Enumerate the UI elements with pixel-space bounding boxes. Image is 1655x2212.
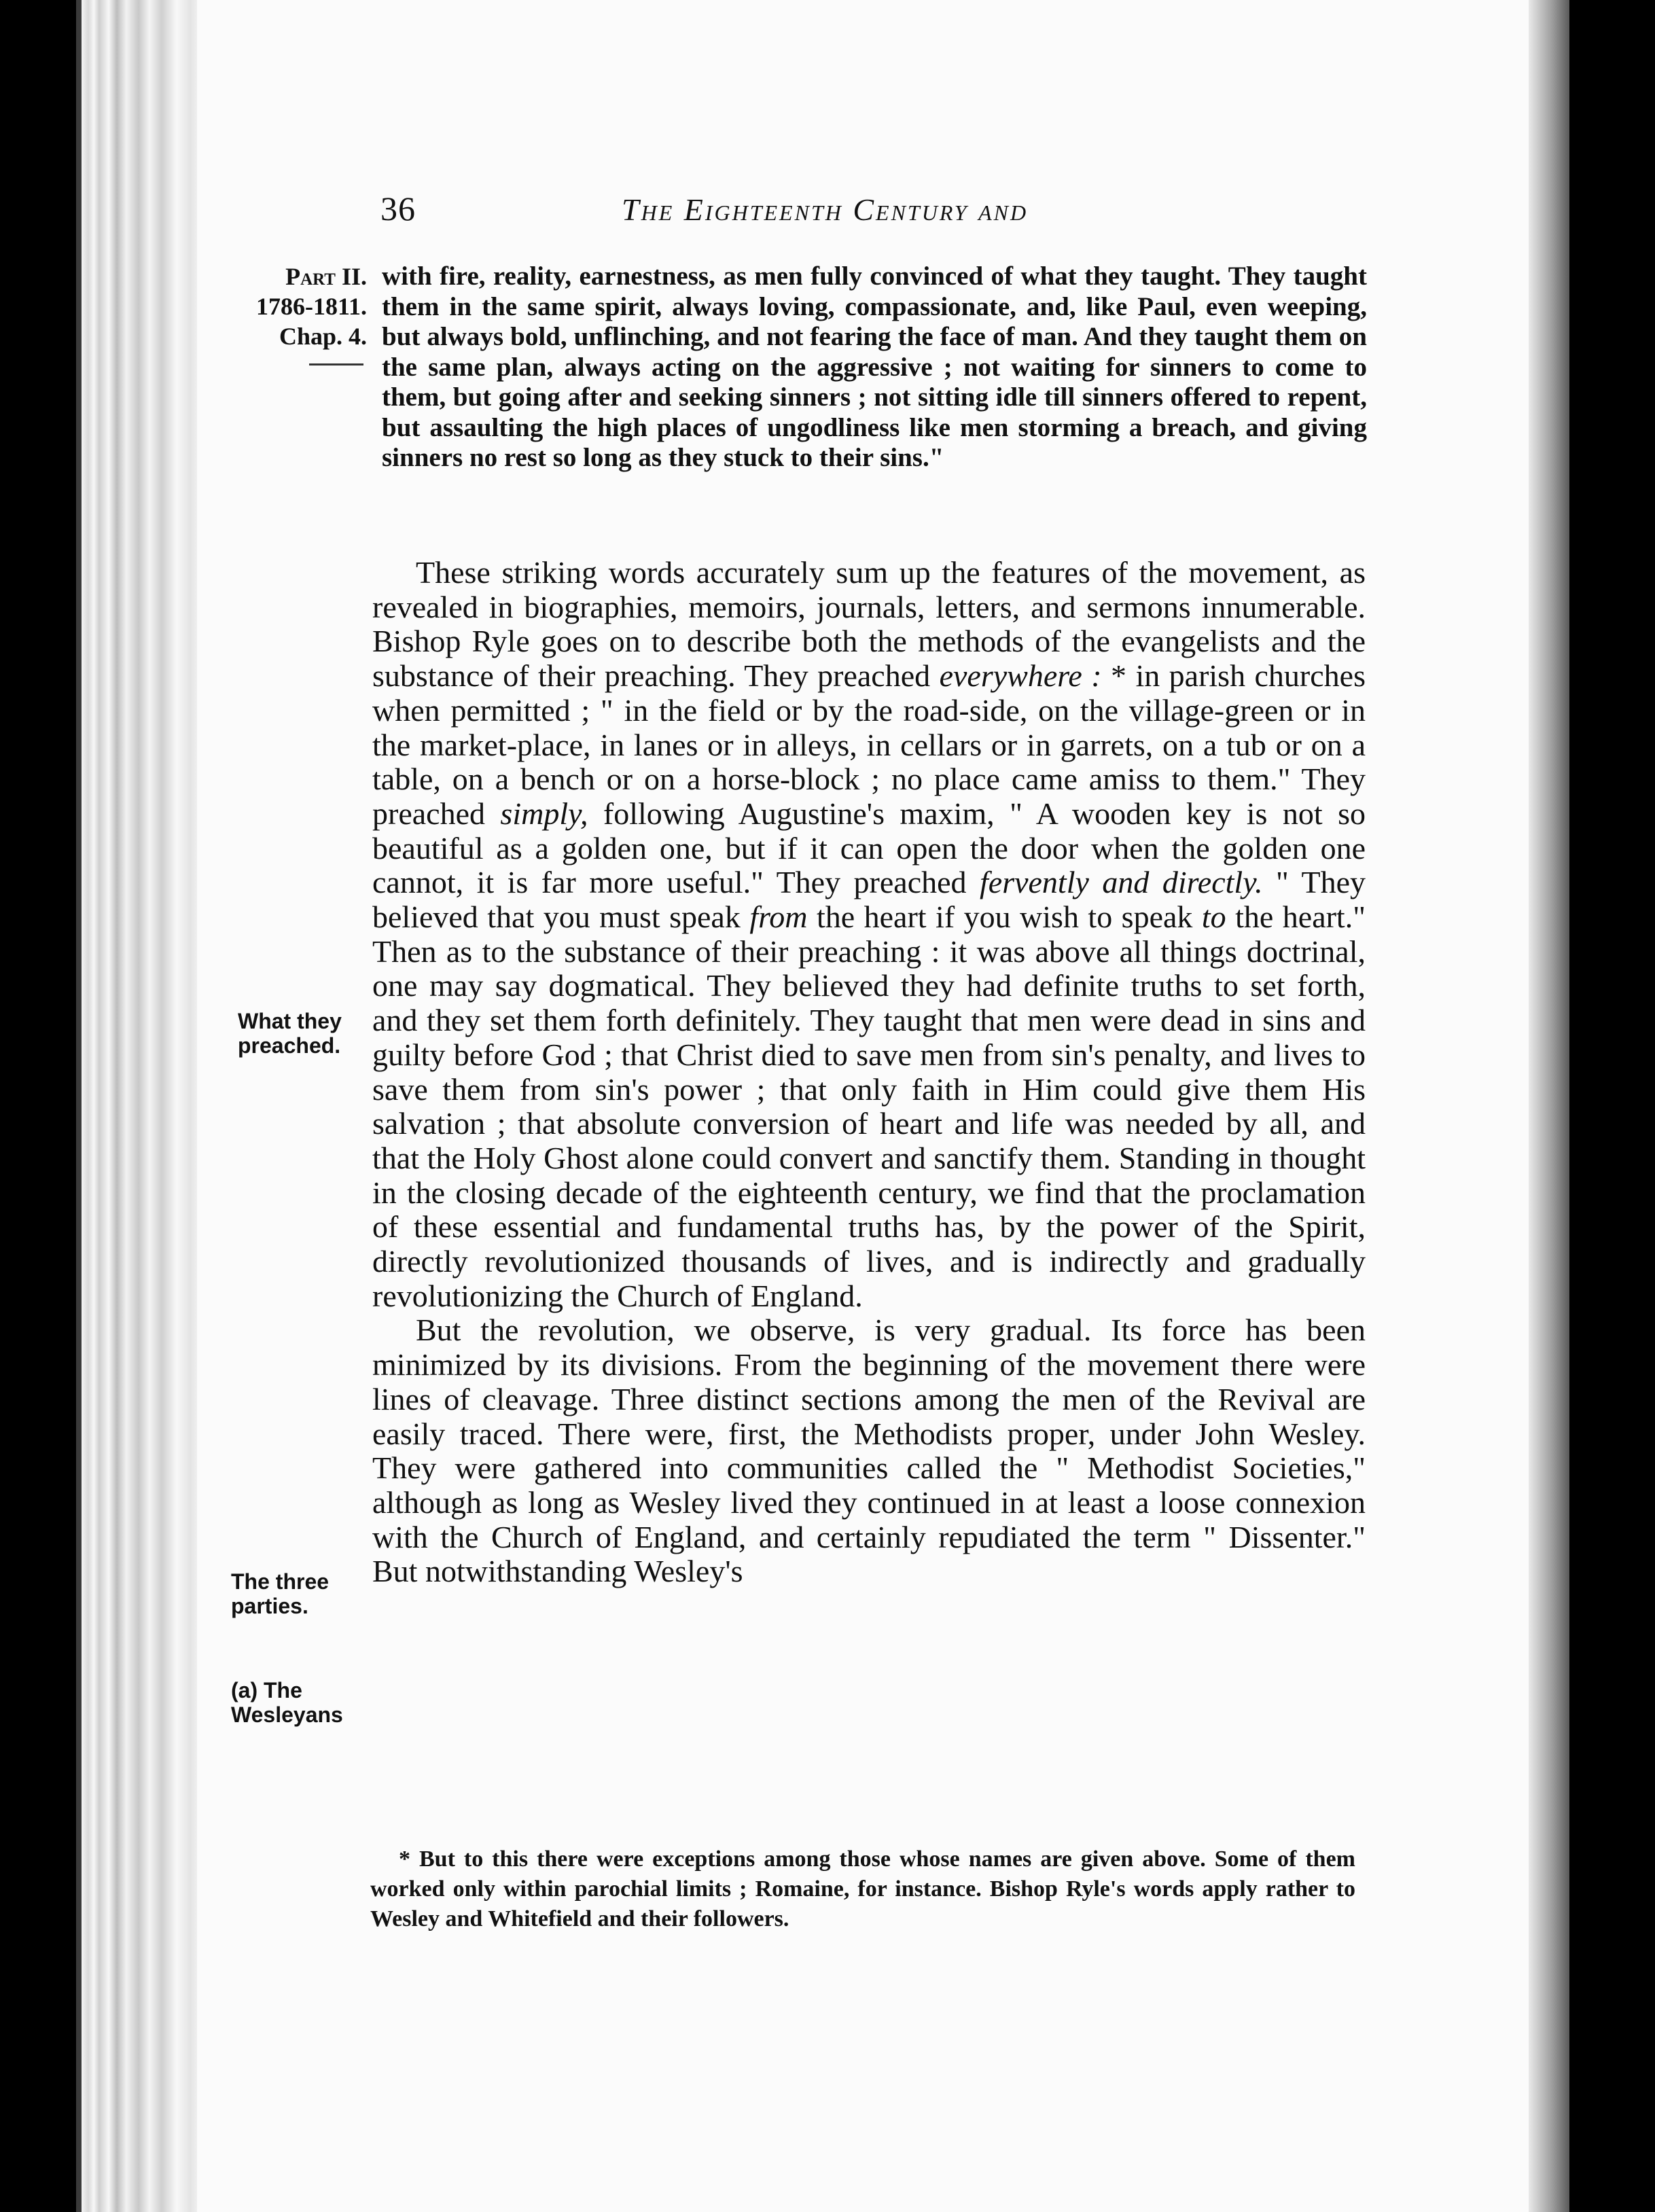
p1-emphasis-simply: simply, (500, 796, 588, 831)
margin-chapter-label: Chap. 4. (279, 323, 367, 350)
footnote: * But to this there were exceptions among those whose names are given above. Some of them worked only within parochial limits ; Romaine, for instance. Bishop Ryle's words apply rather to Wesley and Whitefield and their followers. (370, 1847, 1355, 1931)
margin-note-three-parties: The three parties. (231, 1569, 330, 1618)
margin-note-part (224, 262, 367, 365)
margin-note-what-they-preached: What they preached. (238, 1009, 342, 1058)
p1-text-b: * in parish churches when permitted ; " in the field or by the road-side, on the village-green or in the market-place, in lanes or in alleys, in cellars or in garrets, on a tub or on a table, on a bench or on a horse-block ; no place came amiss to them." They preached (372, 658, 1366, 831)
margin-note-wesleyans: (a) The Wesleyans (231, 1678, 343, 1727)
page-stack-edge (82, 0, 204, 2212)
p1-emphasis-fervently: fervently and directly. (980, 865, 1263, 900)
p1-text-d: " They believed that you must speak (372, 865, 1366, 935)
quoted-passage: with fire, reality, earnestness, as men fully convinced of what they taught. They taught them in the same spirit, always loving, compassionate, and, like Paul, even weeping, but always bold, unflinching, and not fearing the face of man. And they taught them on the same plan, always acting on the aggressive ; not waiting for sinners to come to them, but going after and seeking sinners ; not sitting idle till sinners offered to repent, but assaulting the high places of ungodliness like men storming a breach, and giving sinners no rest so long as they stuck to their sins." (382, 262, 1367, 472)
margin-rule (309, 363, 363, 365)
margin-part-label: Part II. (285, 263, 367, 290)
page-number: 36 (380, 190, 416, 228)
body-text (372, 556, 1366, 1589)
p1-text-a: These striking words accurately sum up the features of the movement, as revealed in biographies, memoirs, journals, letters, and sermons innumerable. Bishop Ryle goes on to describe both the methods of the evangelists and the substance of their preaching. They preached (372, 555, 1366, 694)
paragraph-1 (372, 556, 1366, 1313)
background-right (1569, 0, 1655, 2212)
p1-text-e: the heart if you wish to speak (807, 899, 1202, 935)
p1-text-f: the heart." Then as to the substance of their preaching : it was above all things doctrinal, one may say dogmatical. They believed they had definite truths to set forth, and they set them forth definitely. They taught that men were dead in sins and guilty before God ; that Christ died to save men from sin's penalty, and lives to save them from sin's power ; that only faith in Him could give them His salvation ; that absolute conversion of heart and life was needed by all, and that the Holy Ghost alone could convert and sanctify them. Standing in thought in the closing decade of the eighteenth century, we find that the proclamation of these essential and fundamental truths has, by the power of the Spirit, directly revolutionized thousands of lives, and is indirectly and gradually revolutionizing the Church of England. (372, 899, 1366, 1313)
page-gutter-curl (1529, 0, 1569, 2212)
margin-years-label: 1786-1811. (255, 293, 367, 320)
paragraph-2: But the revolution, we observe, is very gradual. Its force has been minimized by its divisions. From the beginning of the movement there were lines of cleavage. Three distinct sections among the men of the Revival are easily traced. There were, first, the Methodists proper, under John Wesley. They were gathered into communities called the " Methodist Societies," although as long as Wesley lived they continued in at least a loose connexion with the Church of England, and certainly repudiated the term " Dissenter." But notwithstanding Wesley's (372, 1313, 1366, 1589)
p1-emphasis-everywhere: everywhere : (939, 658, 1102, 694)
p1-text-c: following Augustine's maxim, " A wooden key is not so beautiful as a golden one, but if it can open the door when the golden one cannot, it is far more useful." They preached (372, 796, 1366, 900)
p1-emphasis-from: from (749, 899, 808, 935)
p1-emphasis-to: to (1201, 899, 1226, 935)
running-head: The Eighteenth Century and (622, 192, 1029, 227)
